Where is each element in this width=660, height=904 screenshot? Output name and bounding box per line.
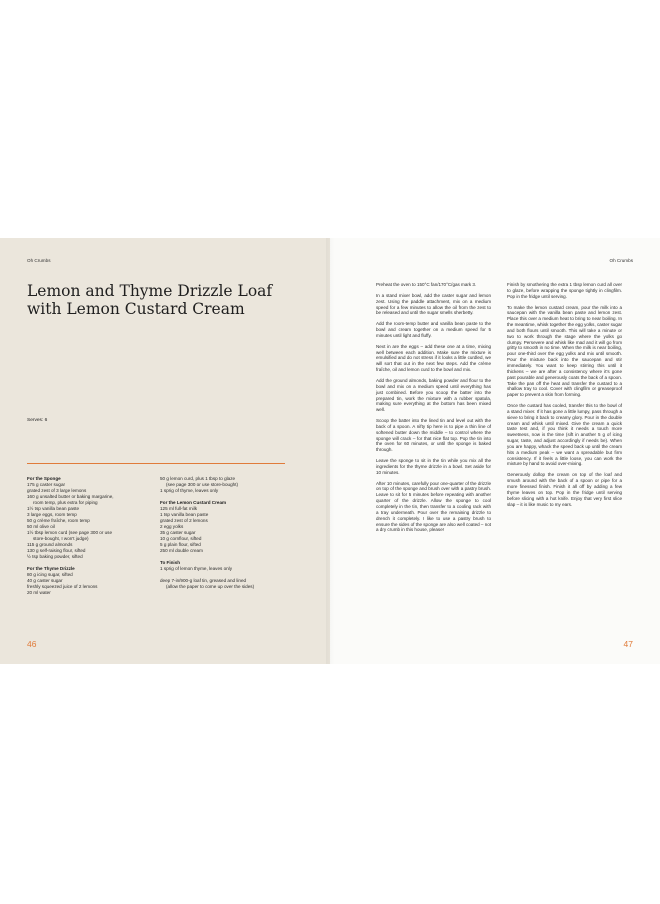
ingredient-line: 10 g cornflour, sifted	[160, 536, 202, 541]
ingredient-line: 3 large eggs, room temp	[27, 512, 77, 517]
ingredient-heading: To Finish	[160, 560, 181, 565]
ingredient-line: 80 g icing sugar, sifted	[27, 572, 73, 577]
method-paragraph: Finish by smothering the extra 1 tbsp lemon curd all over to glaze, before wrapping the sponge tightly in clingfilm. Pop in the fridge until serving.	[507, 282, 622, 299]
page-number-right: 47	[623, 639, 633, 649]
ingredient-line: 160 g unsalted butter or baking margarine,	[27, 494, 114, 499]
ingredient-line: grated zest of 2 lemons	[160, 518, 208, 523]
ingredient-line: freshly squeezed juice of 2 lemons	[27, 584, 98, 589]
ingredient-line: 1 sprig of thyme, leaves only	[160, 488, 219, 493]
ingredient-heading: For the Sponge	[27, 476, 61, 481]
method-paragraph: Once the custard has cooled, transfer this to the bowl of a stand mixer. If it has gone a little lumpy, pass through a sieve to bring it back to creamy glory. Pour in the double cream and whisk until mixed. Give the cream a quick taste test and, if you think it needs a touch more sweetness, now is the time (sift in another 5 g of icing sugar, taste, and adjust accordingly if needs be). When you are happy, whack the speed back up until the cream hits a medium peak – we want a spreadable but firm consistency. If it feels a little loose, you can work the mixture by hand to avoid over-mixing.	[507, 403, 622, 467]
ingredient-line: store-bought, I won't judge)	[33, 536, 89, 541]
method-paragraph: Scoop the batter into the lined tin and level out with the back of a spoon. A nifty tip here is to pipe a thin line of softened butter down the middle – to control where the sponge will crack – for that nice flat top. Pop the tin into the oven for 60 minutes, or until the sponge is baked through.	[376, 418, 491, 453]
ingredient-line: ½ tsp baking powder, sifted	[27, 554, 83, 559]
ingredient-line: 125 ml full-fat milk	[160, 506, 198, 511]
ingredient-line: (see page 300 or use store-bought)	[166, 482, 239, 487]
recipe-title	[27, 282, 317, 318]
ingredient-line: 115 g ground almonds	[27, 542, 73, 547]
method-paragraph: Leave the sponge to sit in the tin while you mix all the ingredients for the thyme drizzle in a bowl. Set aside for 10 minutes.	[376, 458, 491, 475]
ingredient-line: 175 g caster sugar	[27, 482, 66, 487]
title-line-1: Lemon and Thyme Drizzle Loaf	[27, 282, 273, 300]
ingredient-line: 50 ml olive oil	[27, 524, 55, 529]
ingredient-line: room temp, plus extra for piping	[33, 500, 98, 505]
title-line-2: with Lemon Custard Cream	[27, 300, 245, 318]
ingredients-column-2	[160, 476, 290, 590]
method-paragraph: Generously dollop the cream on top of the loaf and smush around with the back of a spoon or pipe for a more finessed finish. Finish it all off by adding a few thyme leaves on top. Pop in the fridge until serving before slicing with a hot knife. Enjoy that very first slice slap – it is like music to my ears.	[507, 472, 622, 507]
ingredient-line: 40 g caster sugar	[27, 578, 63, 583]
method-paragraph: Next in are the eggs – add these one at a time, mixing well between each addition. Make sure the mixture is emulsified and do not stress if it looks a little curdled, we will sort that out in the next few steps. Add the crème fraîche, oil and lemon curd to the bowl and mix.	[376, 343, 491, 373]
ingredient-line: grated zest of 3 large lemons	[27, 488, 87, 493]
ingredient-line: 250 ml double cream	[160, 548, 203, 553]
book-gutter	[326, 238, 334, 664]
serves-label: Serves: 6	[27, 418, 48, 423]
right-page	[330, 238, 660, 664]
ingredients-column-1	[27, 476, 157, 596]
method-column-2	[507, 282, 622, 512]
method-column-1	[376, 282, 491, 538]
running-head-left: Oh Crumbs	[27, 258, 51, 263]
method-paragraph: Preheat the oven to 150°C fan/170°C/gas mark 3.	[376, 282, 477, 287]
ingredient-line: 1½ tbsp lemon curd (see page 300 or use	[27, 530, 113, 535]
method-paragraph: Add the ground almonds, baking powder and flour to the bowl and mix on a medium speed until everything has just combined. Before you scoop the batter into the prepared tin, work the mixture with a rubber spatula, making sure everything at the bottom has been mixed well.	[376, 377, 491, 413]
ingredient-line: 130 g self-raising flour, sifted	[27, 548, 86, 553]
ingredient-heading: For the Lemon Custard Cream	[160, 500, 227, 505]
method-paragraph: To make the lemon custard cream, pour the milk into a saucepan with the vanilla bean paste and lemon zest. Place this over a medium heat to bring to near boiling. In the meantime, whisk together the egg yolks, caster sugar and both flours until smooth. This will take a minute or two to work through the stage where the yolks go clumpy. Persevere and whisk like mad and it will go from gritty to smooth in no time. When the milk is near boiling, pour one-third over the egg yolks and mix until smooth. Pour the mixture back into the saucepan and stir immediately. You want to keep stirring this until it thickens – we are after a consistency where it's gone past pourable and generously coats the back of a spoon. Take the pan off the heat and transfer the custard to a shallow tray to cool. Cover with clingfilm or greaseproof paper to prevent a skin from forming.	[507, 304, 622, 398]
method-paragraph: After 10 minutes, carefully pour one-quarter of the drizzle on top of the sponge and brush over with a pastry brush. Leave to sit for 5 minutes before repeating with another quarter of the drizzle. Allow the sponge to cool completely in the tin, then transfer to a cooling rack with a tray underneath. Pour over the remaining drizzle to drench it completely. I like to use a pastry brush to ensure the sides of the sponge are also well coated – not a dry crumb in this house, please!	[376, 480, 492, 533]
ingredient-heading: For the Thyme Drizzle	[27, 566, 75, 571]
ingredient-line: 1 tsp vanilla bean paste	[160, 512, 209, 517]
book-spread	[0, 238, 660, 664]
left-page	[0, 238, 330, 664]
ingredient-line: 2 egg yolks	[160, 524, 184, 529]
ingredient-line: 20 ml water	[27, 590, 51, 595]
ingredient-line: 1 sprig of lemon thyme, leaves only	[160, 566, 233, 571]
running-head-right: Oh Crumbs	[609, 258, 633, 263]
method-paragraph: In a stand mixer bowl, add the caster sugar and lemon zest. Using the paddle attachment, mix on a medium speed for a few minutes to allow the oil from the zest to be released and until the sugar smells sherbetty.	[376, 292, 491, 316]
ingredient-line: 35 g caster sugar	[160, 530, 196, 535]
ingredient-line: 50 g lemon curd, plus 1 tbsp to glaze	[160, 476, 236, 481]
ingredient-line: 5 g plain flour, sifted	[160, 542, 201, 547]
ingredient-line: deep 7-in/900-g loaf tin, greased and lined	[160, 578, 247, 583]
divider-rule	[27, 463, 285, 464]
ingredient-line: (allow the paper to come up over the sides)	[166, 584, 255, 589]
page-number-left: 46	[27, 639, 37, 649]
ingredient-line: 1½ tsp vanilla bean paste	[27, 506, 80, 511]
ingredient-line: 50 g crème fraîche, room temp	[27, 518, 90, 523]
method-paragraph: Add the room-temp butter and vanilla bean paste to the bowl and cream together on a medium speed for 5 minutes until light and fluffy.	[376, 321, 491, 338]
